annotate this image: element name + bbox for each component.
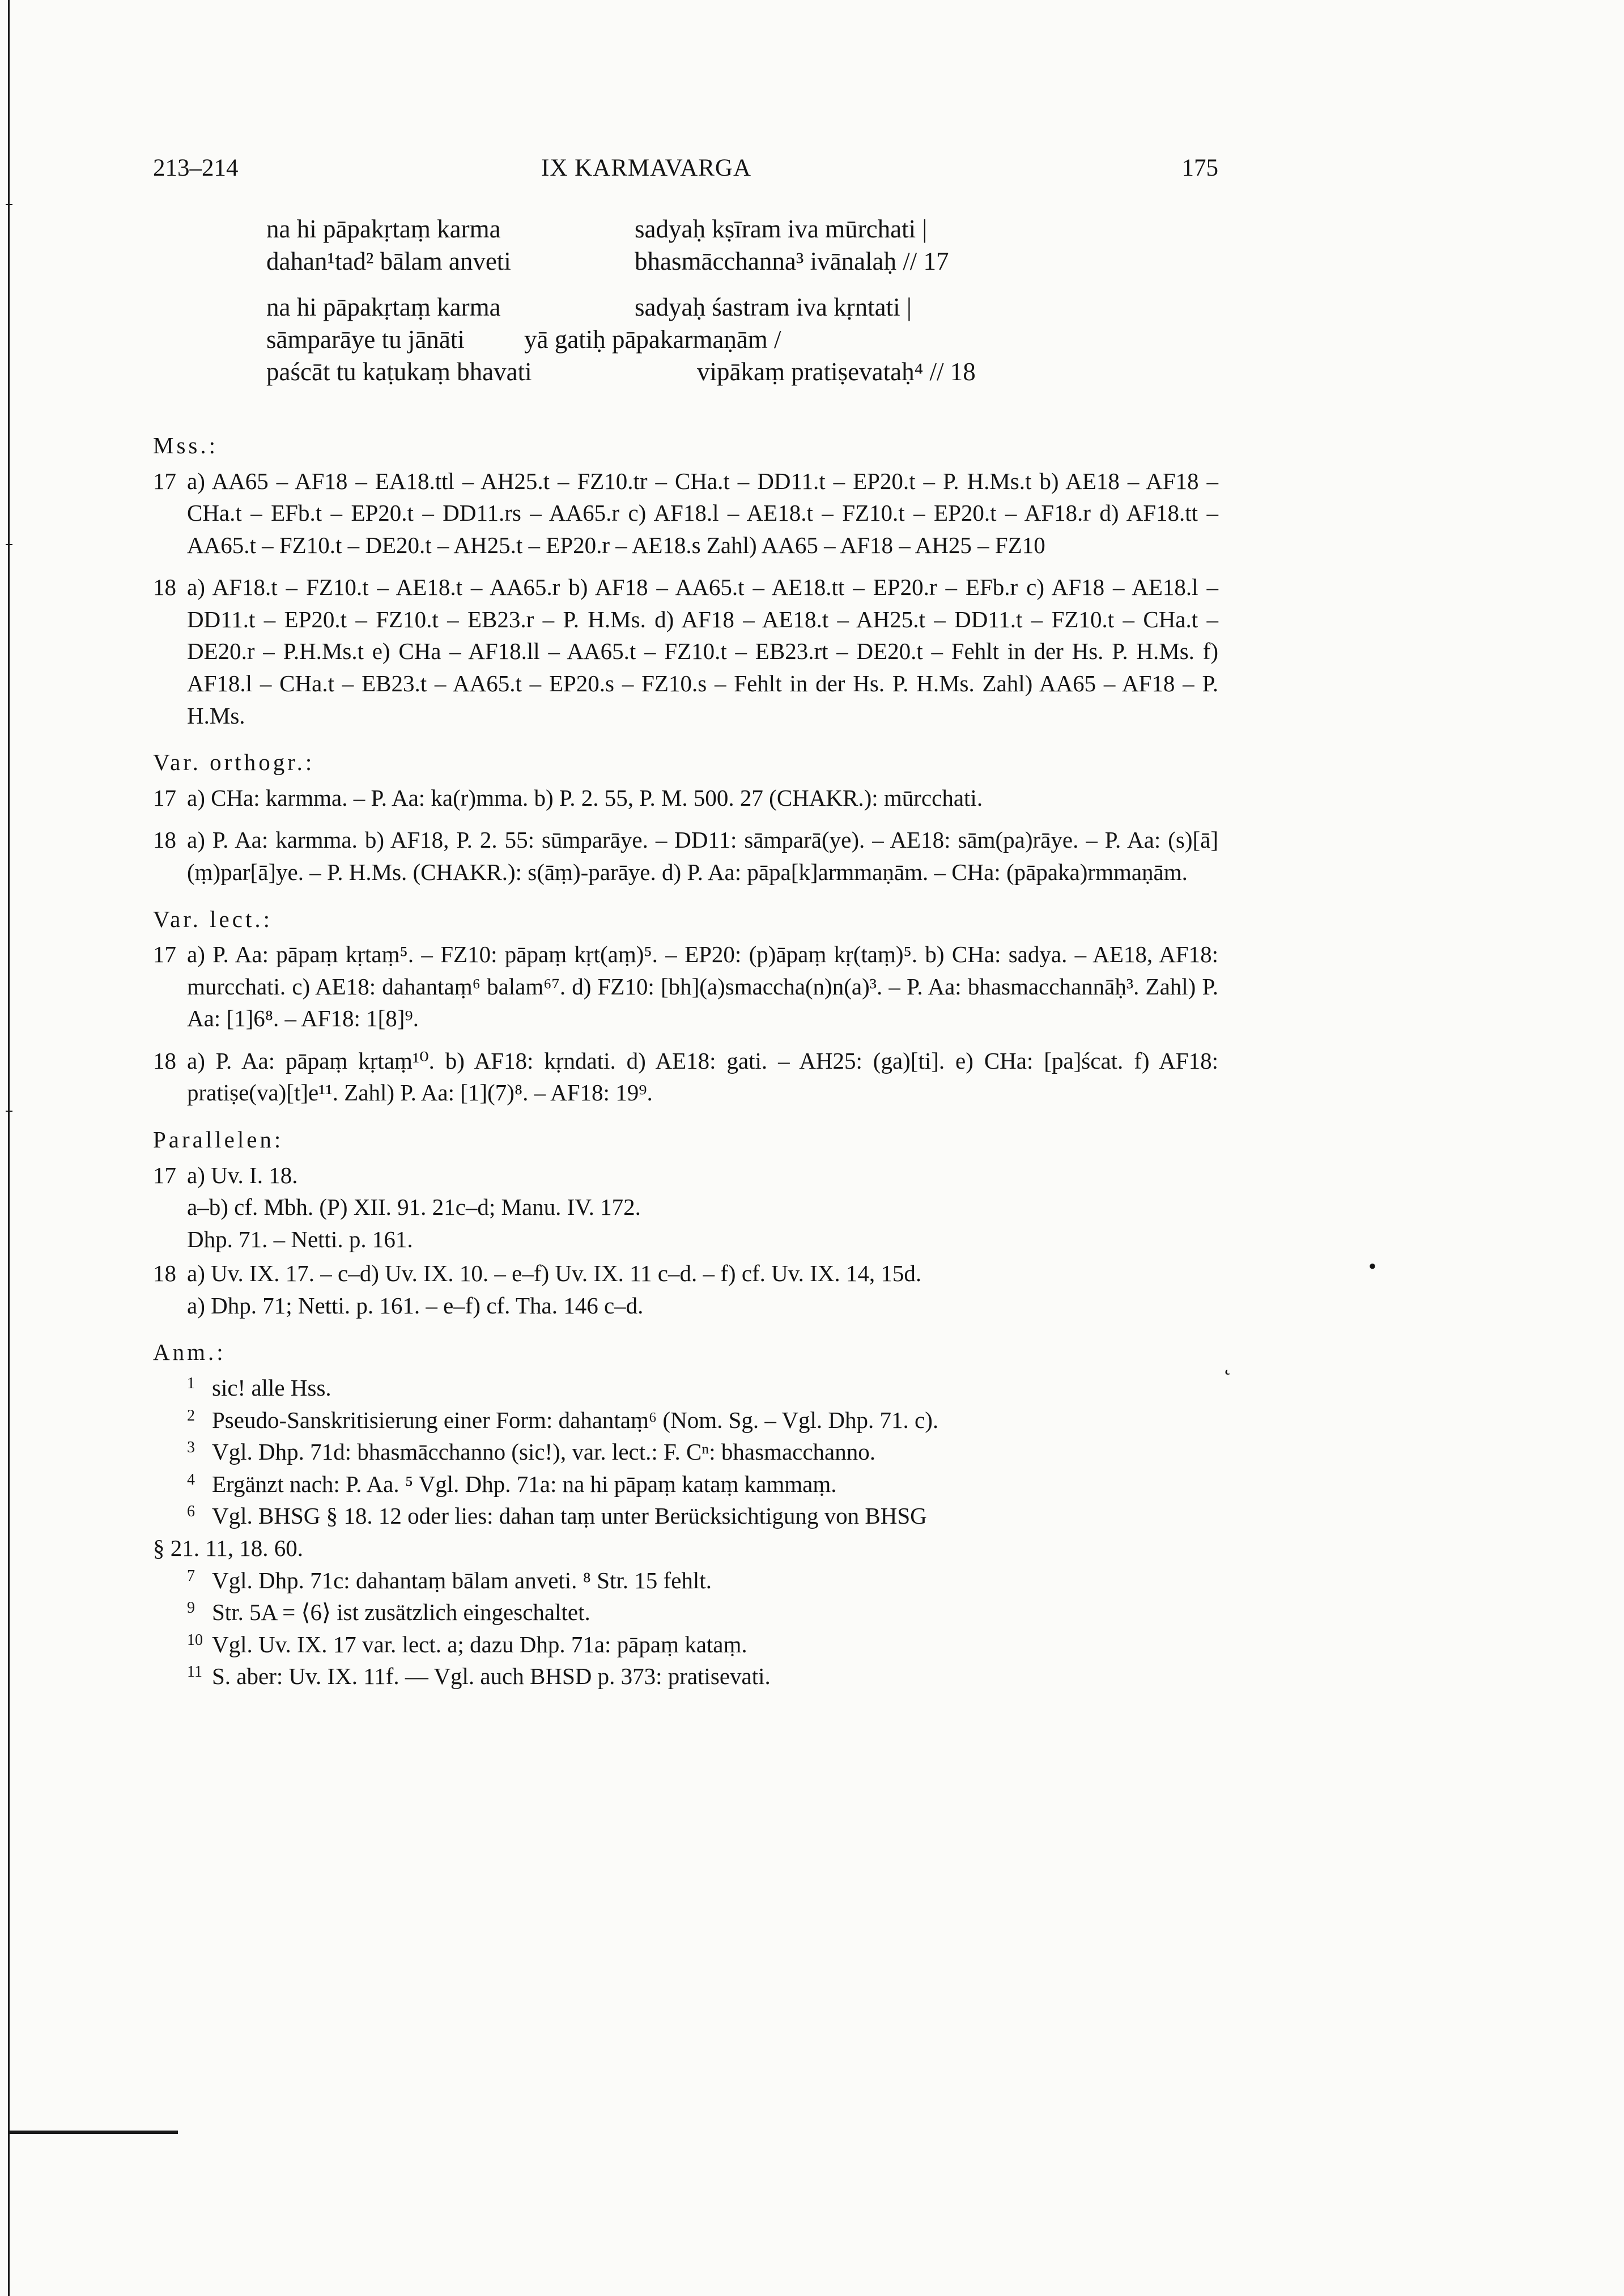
section-heading-var-lect: Var. lect.: [153, 905, 273, 932]
verse-line: sāmparāye tu jānāti yā gatiḥ pāpakarmaṇām / [266, 325, 781, 354]
chapter-title: IX KARMAVARGA [541, 155, 752, 181]
scan-margin-tick [6, 204, 12, 205]
ink-speck: • [1368, 1253, 1377, 1279]
footnote-continuation: § 21. 11, 18. 60. [153, 1534, 303, 1561]
parallelen-entry: 18 a) Uv. IX. 17. – c–d) Uv. IX. 10. – e–f) Uv. IX. 11 c–d. – f) cf. Uv. IX. 14, 15d. a) Dhp. 71; Netti. p. 161. – e–f) cf. Tha. 146 c–d. [153, 1260, 922, 1319]
footnote: 3 Vgl. Dhp. 71d: bhasmācchanno (sic!), var. lect.: F. Cⁿ: bhasmacchanno. [187, 1439, 876, 1465]
var-orthogr-entry: 18 a) P. Aa: karmma. b) AF18, P. 2. 55: sūmparāye. – DD11: sāmparā(ye). – AE18: sām(pa)rāye. – P. Aa: (s)[ā](ṃ)par[ā]ye. – P. H.Ms. (CHAKR.): s(āṃ)-parāye. d) P. Aa: pāpa[k]armmaṇām. – CHa: (pāpaka)rmmaṇām. [153, 827, 1218, 885]
footnote: 2 Pseudo-Sanskritisierung einer Form: dahantaṃ⁶ (Nom. Sg. – Vgl. Dhp. 71. c). [187, 1406, 939, 1433]
footnote: 7 Vgl. Dhp. 71c: dahantaṃ bālam anveti. ⁸ Str. 15 fehlt. [187, 1567, 712, 1593]
var-lect-entry: 17 a) P. Aa: pāpaṃ kṛtaṃ⁵. – FZ10: pāpaṃ kṛt(aṃ)⁵. – EP20: (p)āpaṃ kṛ(taṃ)⁵. b) CHa: sadya. – AE18, AF18: murcchati. c) AE18: dahantaṃ⁶ balam⁶⁷. d) FZ10: [bh](a)smaccha(n)n(a)³. – P. Aa: bhasmacchannāḥ³. Zahl) P. Aa: [1]6⁸. – AF18: 1[8]⁹. [153, 941, 1218, 1032]
scan-margin-rule [8, 0, 10, 2296]
footnote: 4 Ergänzt nach: P. Aa. ⁵ Vgl. Dhp. 71a: na hi pāpaṃ kataṃ kammaṃ. [187, 1470, 837, 1497]
mss-entry: 17 a) AA65 – AF18 – EA18.ttl – AH25.t – FZ10.tr – CHa.t – DD11.t – EP20.t – P. H.Ms.t b) AE18 – AF18 – CHa.t – EFb.t – EP20.t – DD11.rs – AA65.r c) AF18.l – AE18.t – FZ10.t – EP20.t – AF18.r d) AF18.tt – AA65.t – FZ10.t – DE20.t – AH25.t – EP20.r – AE18.s Zahl) AA65 – AF18 – AH25 – FZ10 [153, 467, 1218, 558]
verse-line: na hi pāpakṛtaṃ karma sadyaḥ śastram iva kṛntati | [266, 293, 912, 321]
footnote: 11 S. aber: Uv. IX. 11f. — Vgl. auch BHSD p. 373: pratisevati. [187, 1663, 771, 1690]
critical-apparatus [153, 430, 1218, 1693]
verse-line: paścāt tu kaṭukaṃ bhavati vipākaṃ pratiṣevataḥ⁴ // 18 [266, 358, 976, 386]
verse-line: dahan¹tad² bālam anveti bhasmācchanna³ ivānalaḥ // 17 [266, 247, 949, 275]
footnote: 6 Vgl. BHSG § 18. 12 oder lies: dahan taṃ unter Berücksichtigung von BHSG [187, 1503, 927, 1529]
var-lect-entry: 18 a) P. Aa: pāpaṃ kṛtaṃ¹⁰. b) AF18: kṛndati. d) AE18: gati. – AH25: (ga)[ti]. e) CHa: [pa]ścat. f) AF18: pratiṣe(va)[t]e¹¹. Zahl) P. Aa: [1](7)⁸. – AF18: 19⁹. [153, 1047, 1218, 1106]
verse-range: 213–214 [153, 155, 239, 181]
section-heading-var-orthogr: Var. orthogr.: [153, 749, 315, 776]
scan-margin-tick [6, 1111, 12, 1112]
footnote: 1 sic! alle Hss. [187, 1375, 331, 1401]
running-header [153, 154, 1218, 188]
footnote: 9 Str. 5A = ⟨6⟩ ist zusätzlich eingeschaltet. [187, 1599, 590, 1626]
ink-speck: ˛ [1224, 1350, 1232, 1375]
verse-block [266, 214, 1230, 389]
footnote: 10 Vgl. Uv. IX. 17 var. lect. a; dazu Dhp. 71a: pāpaṃ kataṃ. [187, 1631, 747, 1657]
footnote-list [153, 1372, 1218, 1693]
var-orthogr-entry: 17 a) CHa: karmma. – P. Aa: ka(r)mma. b) P. 2. 55, P. M. 500. 27 (CHAKR.): mūrcchati. [153, 784, 983, 811]
verse-line: na hi pāpakṛtaṃ karma sadyaḥ kṣīram iva mūrchati | [266, 215, 928, 243]
scan-margin-tick [6, 544, 12, 545]
section-heading-anm: Anm.: [153, 1339, 226, 1366]
section-heading-parallelen: Parallelen: [153, 1126, 284, 1153]
mss-entry: 18 a) AF18.t – FZ10.t – AE18.t – AA65.r b) AF18 – AA65.t – AE18.tt – EP20.r – EFb.r c) AF18 – AE18.l – DD11.t – EP20.t – FZ10.t – EB23.r – P. H.Ms. d) AF18 – AE18.t – AH25.t – DD11.t – FZ10.t – CHa.t – DE20.r – P.H.Ms.t e) CHa – AF18.ll – AA65.t – FZ10.t – EB23.rt – DE20.t – Fehlt in der Hs. P. H.Ms. f) AF18.l – CHa.t – EB23.t – AA65.t – EP20.s – FZ10.s – Fehlt in der Hs. P. H.Ms. Zahl) AA65 – AF18 – P. H.Ms. [153, 574, 1218, 729]
page-number: 175 [1181, 155, 1218, 181]
scan-bottom-mark [8, 2131, 178, 2134]
parallelen-entry: 17 a) Uv. I. 18. a–b) cf. Mbh. (P) XII. 91. 21c–d; Manu. IV. 172. Dhp. 71. – Netti. p. 161. [153, 1162, 641, 1252]
section-heading-mss: Mss.: [153, 432, 219, 458]
